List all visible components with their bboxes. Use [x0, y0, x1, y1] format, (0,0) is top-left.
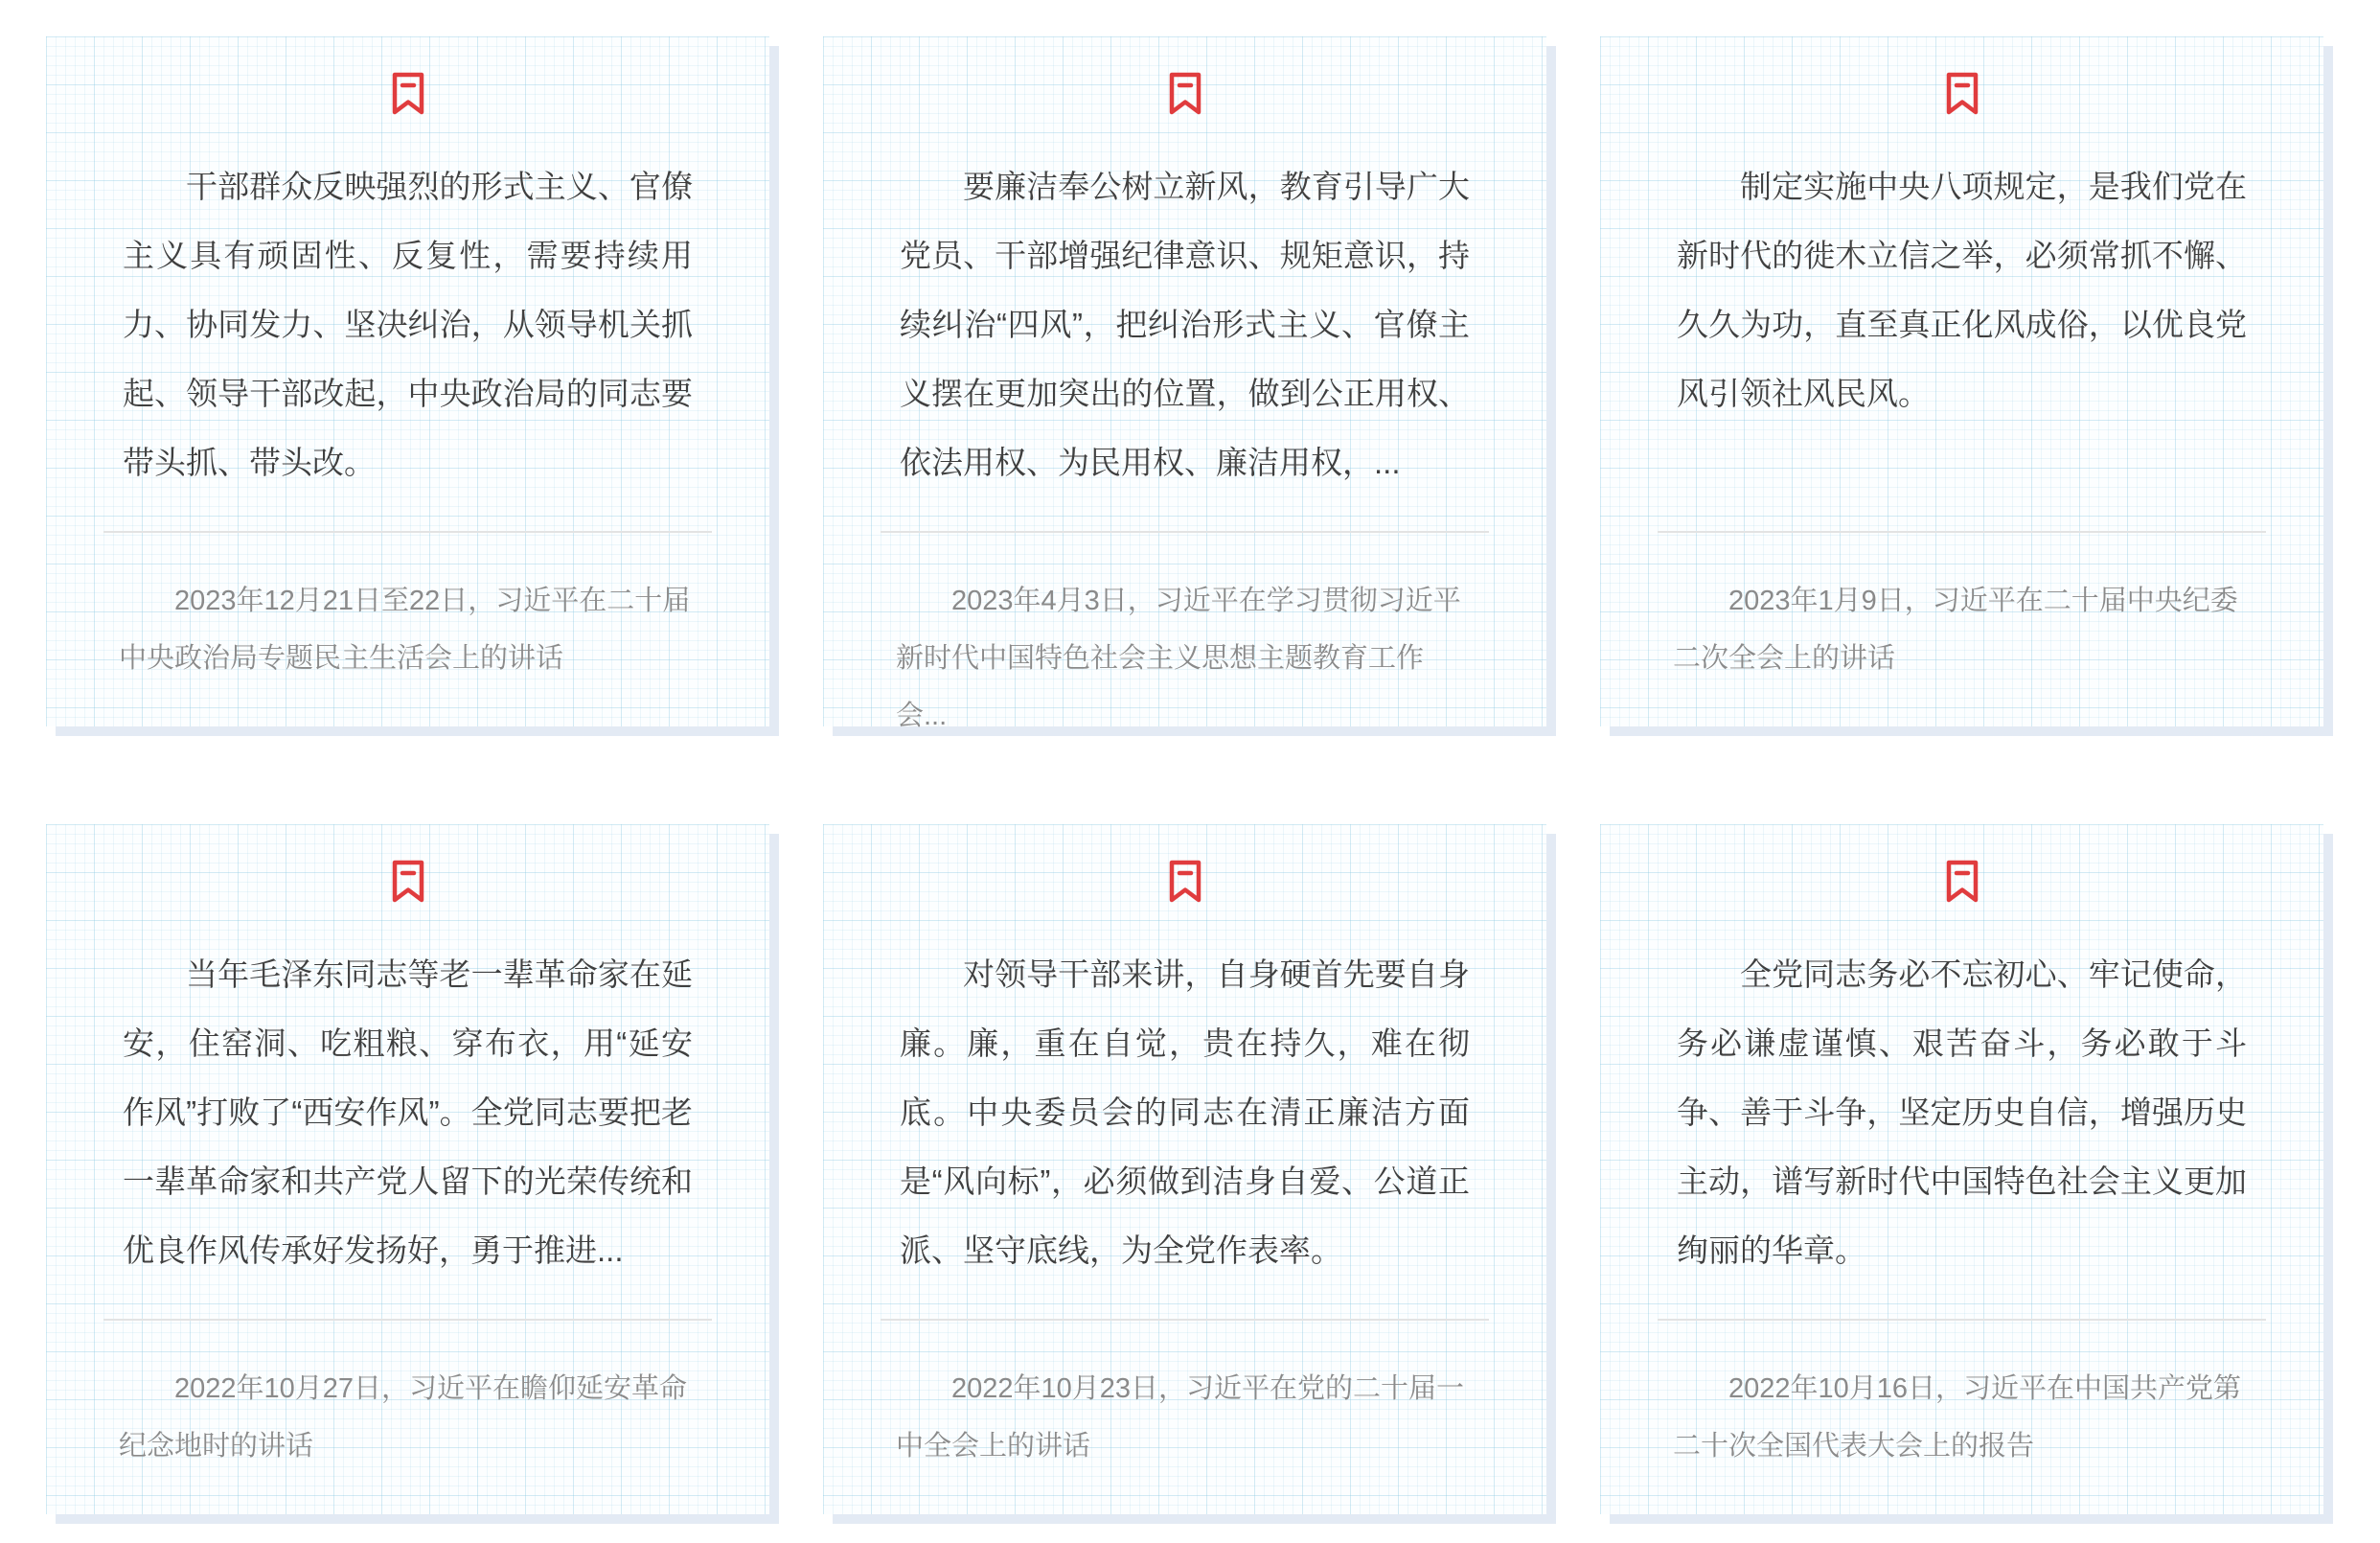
quote-source: 2022年10月23日，习近平在党的二十届一中全会上的讲话 — [896, 1373, 1465, 1462]
divider — [1658, 531, 2266, 533]
bookmark-icon — [1600, 824, 2323, 905]
quote-text: 当年毛泽东同志等老一辈革命家在延安，住窑洞、吃粗粮、穿布衣，用“延安作风”打败了“西安作风”。全党同志要把老一辈革命家和共产党人留下的光荣传统和优良作风传承好发扬好，勇于推进... — [123, 956, 693, 1268]
divider — [103, 1319, 712, 1321]
divider — [881, 531, 1489, 533]
quote-text: 制定实施中央八项规定，是我们党在新时代的徙木立信之举，必须常抓不懈、久久为功，直至真正化风成俗，以优良党风引领社风民风。 — [1677, 169, 2247, 411]
quote-source: 2023年12月21日至22日，习近平在二十届中央政治局专题民主生活会上的讲话 — [119, 586, 691, 674]
divider — [1658, 1319, 2266, 1321]
quote-source: 2022年10月27日，习近平在瞻仰延安革命纪念地时的讲话 — [119, 1373, 688, 1462]
quote-card[interactable] — [823, 36, 1546, 731]
divider — [103, 531, 712, 533]
quote-source: 2023年4月3日，习近平在学习贯彻习近平新时代中国特色社会主义思想主题教育工作会... — [896, 586, 1461, 731]
quote-card[interactable] — [46, 824, 769, 1514]
divider — [881, 1319, 1489, 1321]
bookmark-icon — [46, 824, 769, 905]
quote-card[interactable] — [1600, 824, 2323, 1514]
quote-source: 2023年1月9日，习近平在二十届中央纪委二次全会上的讲话 — [1673, 586, 2238, 674]
quote-card[interactable] — [1600, 36, 2323, 726]
bookmark-icon — [823, 36, 1546, 117]
quote-card[interactable] — [46, 36, 769, 726]
bookmark-icon — [1600, 36, 2323, 117]
quote-text: 干部群众反映强烈的形式主义、官僚主义具有顽固性、反复性，需要持续用力、协同发力、坚决纠治，从领导机关抓起、领导干部改起，中央政治局的同志要带头抓、带头改。 — [123, 169, 693, 480]
bookmark-icon — [46, 36, 769, 117]
bookmark-icon — [823, 824, 1546, 905]
quote-source: 2022年10月16日，习近平在中国共产党第二十次全国代表大会上的报告 — [1673, 1373, 2242, 1462]
quote-text: 对领导干部来讲，自身硬首先要自身廉。廉，重在自觉，贵在持久，难在彻底。中央委员会的同志在清正廉洁方面是“风向标”，必须做到洁身自爱、公道正派、坚守底线，为全党作表率。 — [900, 956, 1470, 1268]
quote-text: 要廉洁奉公树立新风，教育引导广大党员、干部增强纪律意识、规矩意识，持续纠治“四风”，把纠治形式主义、官僚主义摆在更加突出的位置，做到公正用权、依法用权、为民用权、廉洁用权，... — [900, 169, 1470, 480]
quote-text: 全党同志务必不忘初心、牢记使命，务必谦虚谨慎、艰苦奋斗，务必敢于斗争、善于斗争，坚定历史自信，增强历史主动，谱写新时代中国特色社会主义更加绚丽的华章。 — [1677, 956, 2247, 1268]
quote-card[interactable] — [823, 824, 1546, 1514]
